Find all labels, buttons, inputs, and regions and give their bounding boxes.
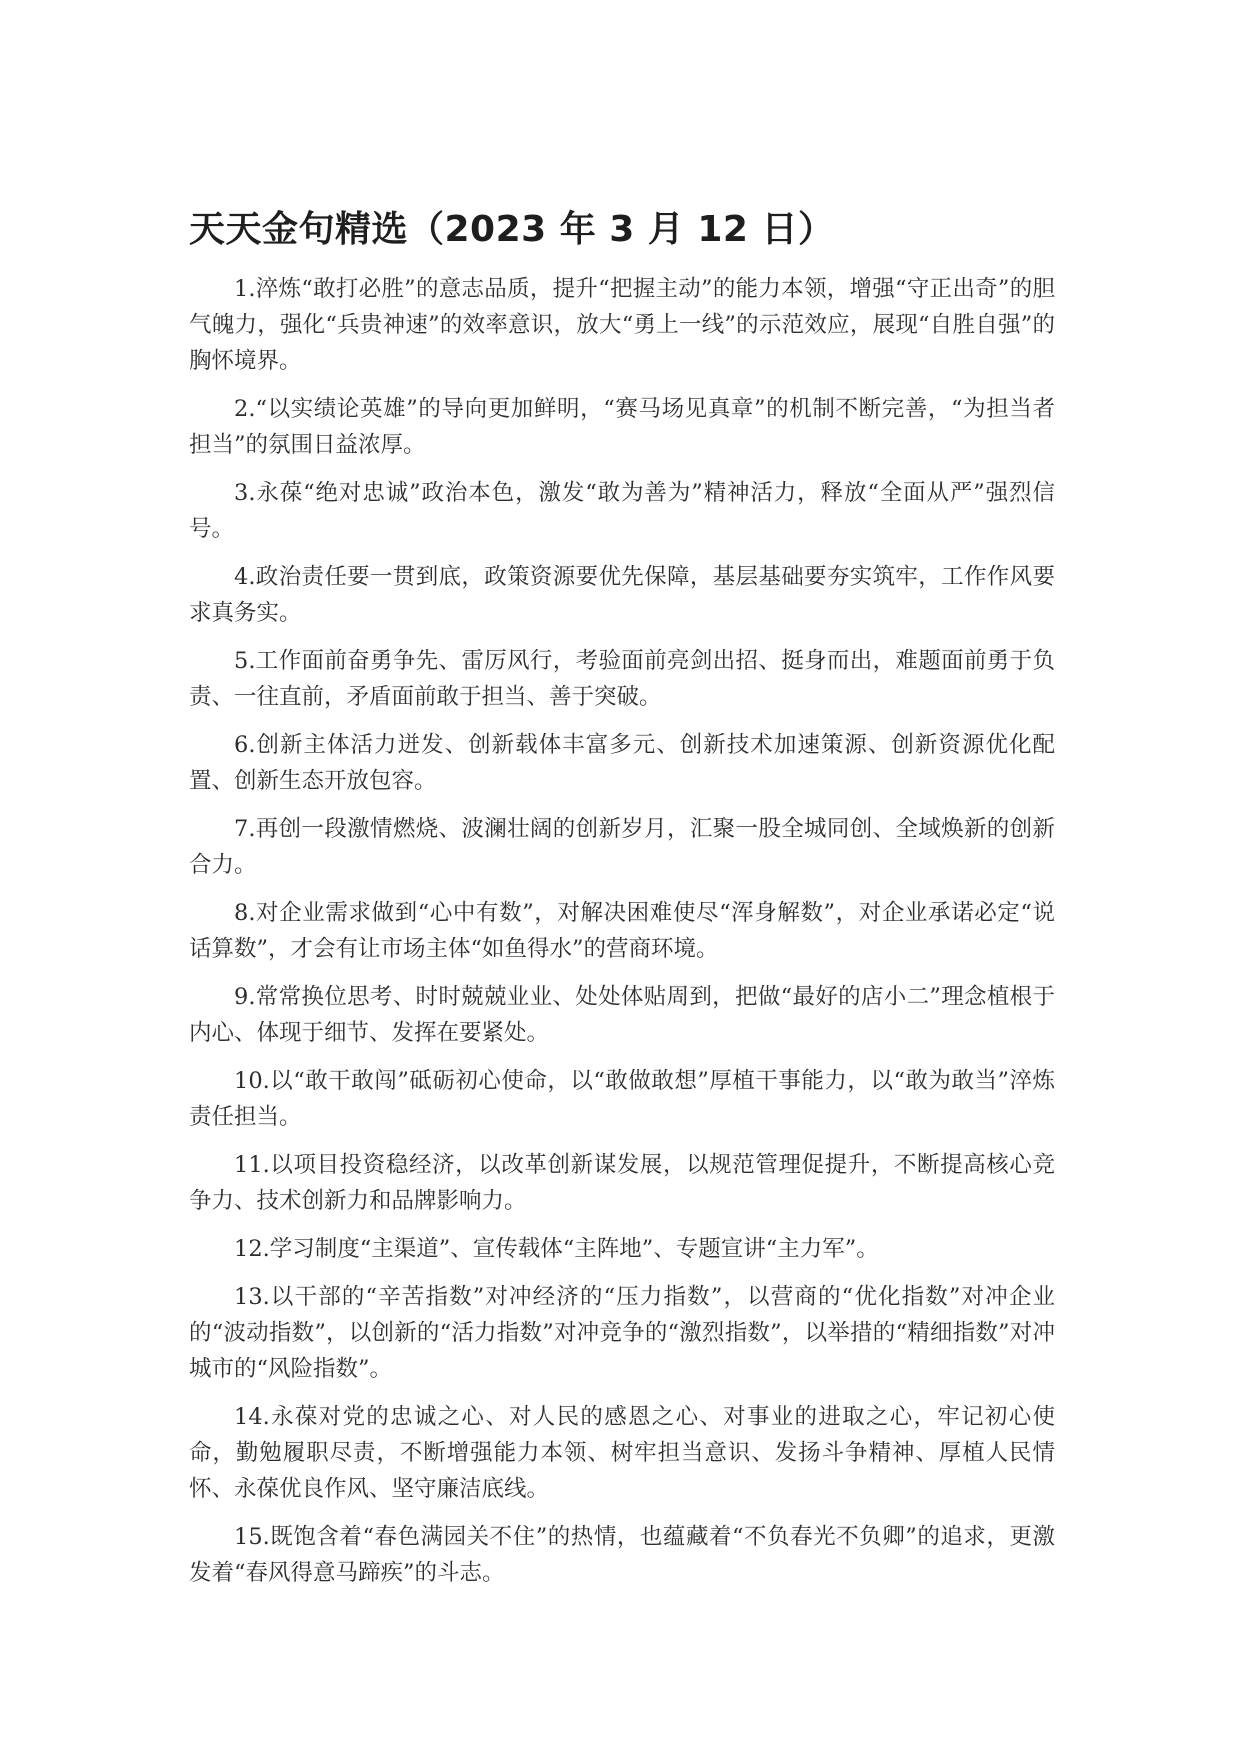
quote-item-6: 6.创新主体活力迸发、创新载体丰富多元、创新技术加速策源、创新资源优化配置、创新生态开放包容。 [189,732,1055,794]
quote-item-5: 5.工作面前奋勇争先、雷厉风行，考验面前亮剑出招、挺身而出，难题面前勇于负责、一往直前，矛盾面前敢于担当、善于突破。 [189,648,1055,710]
quote-item-1: 1.淬炼“敢打必胜”的意志品质，提升“把握主动”的能力本领，增强“守正出奇”的胆气魄力，强化“兵贵神速”的效率意识，放大“勇上一线”的示范效应，展现“自胜自强”的胸怀境界。 [189,276,1055,374]
quote-item-15: 15.既饱含着“春色满园关不住”的热情，也蕴藏着“不负春光不负卿”的追求，更激发着“春风得意马蹄疾”的斗志。 [189,1524,1055,1586]
quote-item-10: 10.以“敢干敢闯”砥砺初心使命，以“敢做敢想”厚植干事能力，以“敢为敢当”淬炼责任担当。 [189,1068,1055,1130]
page-title: 天天金句精选（2023 年 3 月 12 日） [189,209,835,250]
quote-item-7: 7.再创一段激情燃烧、波澜壮阔的创新岁月，汇聚一股全城同创、全域焕新的创新合力。 [189,816,1055,878]
quote-item-9: 9.常常换位思考、时时兢兢业业、处处体贴周到，把做“最好的店小二”理念植根于内心、体现于细节、发挥在要紧处。 [189,984,1055,1046]
quote-item-8: 8.对企业需求做到“心中有数”，对解决困难使尽“浑身解数”，对企业承诺必定“说话算数”，才会有让市场主体“如鱼得水”的营商环境。 [189,900,1055,962]
quote-item-11: 11.以项目投资稳经济，以改革创新谋发展，以规范管理促提升，不断提高核心竞争力、技术创新力和品牌影响力。 [189,1152,1055,1214]
quote-item-3: 3.永葆“绝对忠诚”政治本色，激发“敢为善为”精神活力，释放“全面从严”强烈信号。 [189,480,1055,542]
quote-item-12: 12.学习制度“主渠道”、宣传载体“主阵地”、专题宣讲“主力军”。 [234,1236,879,1262]
quote-item-2: 2.“以实绩论英雄”的导向更加鲜明，“赛马场见真章”的机制不断完善，“为担当者担当”的氛围日益浓厚。 [189,396,1055,458]
quote-item-4: 4.政治责任要一贯到底，政策资源要优先保障，基层基础要夯实筑牢，工作作风要求真务实。 [189,564,1055,626]
quote-item-13: 13.以干部的“辛苦指数”对冲经济的“压力指数”，以营商的“优化指数”对冲企业的“波动指数”，以创新的“活力指数”对冲竞争的“激烈指数”，以举措的“精细指数”对冲城市的“风险指数”。 [189,1284,1055,1382]
quote-item-14: 14.永葆对党的忠诚之心、对人民的感恩之心、对事业的进取之心，牢记初心使命，勤勉履职尽责，不断增强能力本领、树牢担当意识、发扬斗争精神、厚植人民情怀、永葆优良作风、坚守廉洁底线。 [189,1404,1055,1502]
document-page [189,205,1055,1603]
